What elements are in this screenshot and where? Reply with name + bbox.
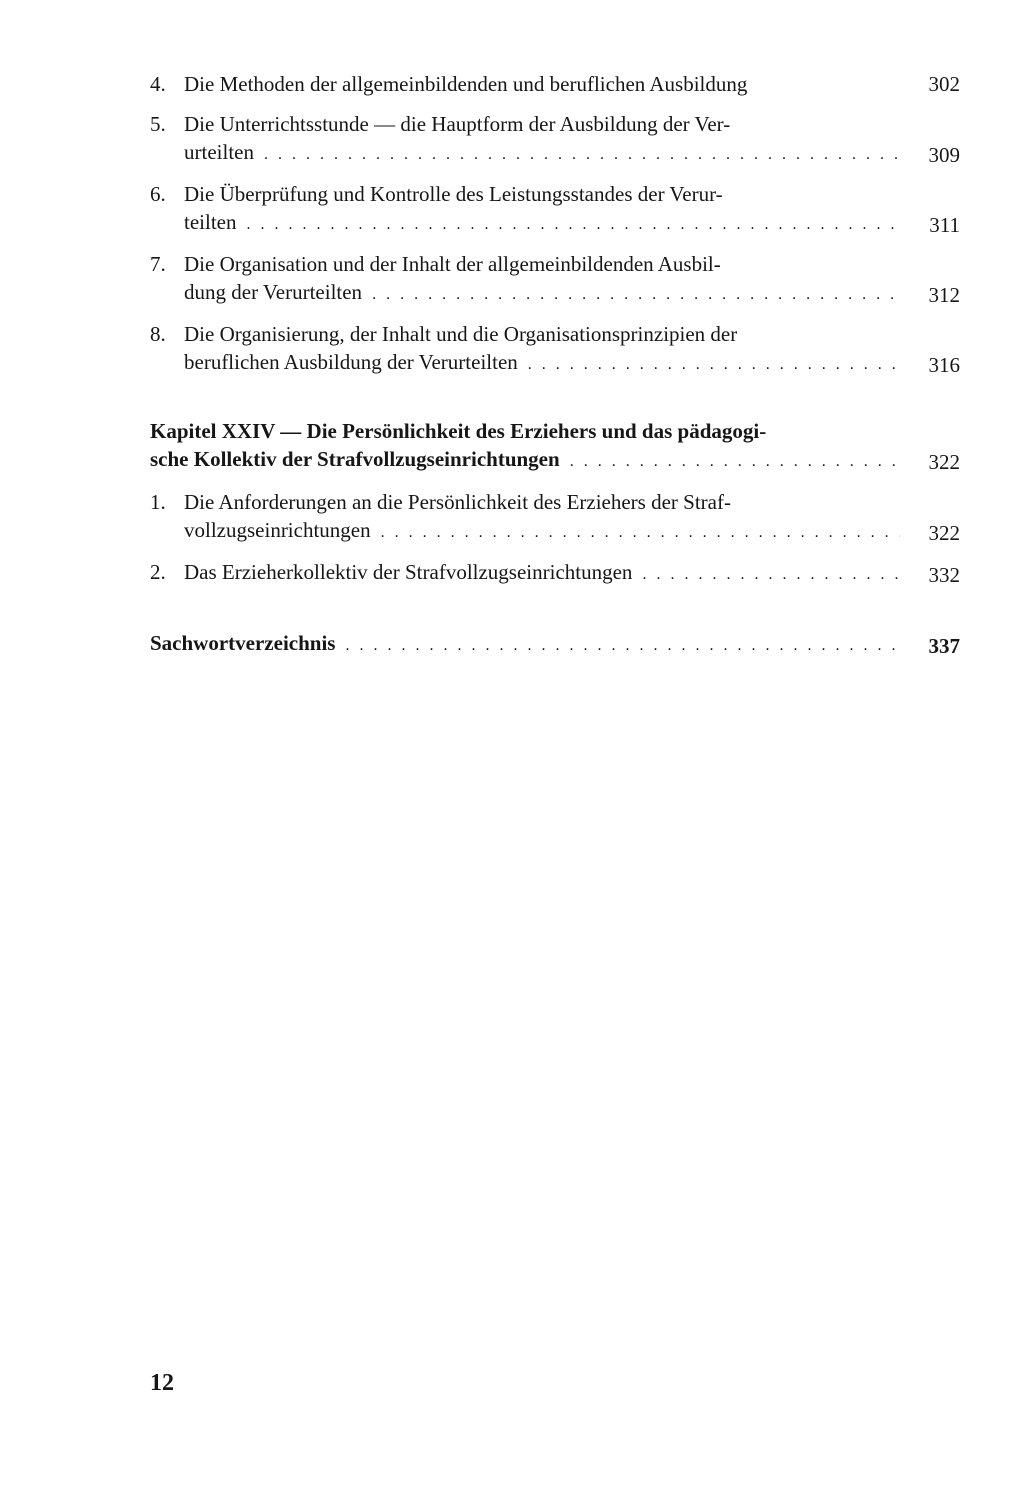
toc-entry-page: 302 [928,72,960,96]
chapter-line-text: sche Kollektiv der Strafvollzugseinrichtungen [150,447,560,471]
toc-entry-line-last [184,278,904,309]
toc-entry-line-last [184,558,904,589]
toc-entry-title [150,110,904,169]
dot-leader [372,281,900,309]
toc-entry-line-text: Das Erzieherkollektiv der Strafvollzugseinrichtungen [184,560,633,584]
chapter-line-last [150,445,904,476]
toc-entry[interactable] [150,558,960,589]
chapter-line: Kapitel XXIV — Die Persönlichkeit des Erziehers und das pädagogi- [150,419,767,443]
toc-entry-line-text: urteilten [184,140,254,164]
dot-leader [642,561,900,589]
toc-entry[interactable] [150,110,960,169]
toc-entry-line-last [184,348,904,379]
toc-entry[interactable] [150,70,960,98]
toc-entry-line: Die Methoden der allgemeinbildenden und beruflichen Ausbildung [184,72,748,96]
toc-entry-page: 312 [928,283,960,307]
toc-chapter-heading[interactable] [150,417,960,476]
toc-entry-title [150,320,904,379]
toc-entry-number: 2. [150,560,166,584]
toc-entry[interactable] [150,250,960,309]
toc-index-entry[interactable] [150,629,960,660]
dot-leader [246,211,900,239]
toc-entry-line: Die Organisierung, der Inhalt und die Organisationsprinzipien der [184,322,738,346]
dot-leader [345,632,900,660]
toc-entry-page: 309 [928,143,960,167]
toc-entry-page: 316 [928,353,960,377]
toc-entry-title [150,558,904,589]
toc-entry-line-text: teilten [184,210,237,234]
toc-entry-number: 1. [150,490,166,514]
index-page: 337 [928,634,960,658]
toc-entry-number: 6. [150,182,166,206]
toc-entry-line-last [184,208,904,239]
toc-entry-page: 322 [928,521,960,545]
index-label: Sachwortverzeichnis [150,631,336,655]
toc-entry-line: Die Unterrichtsstunde — die Hauptform der Ausbildung der Ver- [184,112,731,136]
toc-entry-line-last [184,516,904,547]
chapter-page: 322 [928,450,960,474]
toc-entry-line-text: beruflichen Ausbildung der Verurteilten [184,350,518,374]
toc-entry-number: 4. [150,72,166,96]
toc-entry[interactable] [150,488,960,547]
toc-entry-line: Die Überprüfung und Kontrolle des Leistungsstandes der Verur- [184,182,723,206]
toc-entry[interactable] [150,320,960,379]
table-of-contents [150,70,960,660]
toc-entry-page: 332 [928,563,960,587]
toc-entry-line: Die Organisation und der Inhalt der allgemeinbildenden Ausbil- [184,252,721,276]
toc-entry-title [150,70,904,98]
page-number: 12 [150,1370,174,1396]
dot-leader [570,448,900,476]
toc-entry-number: 7. [150,252,166,276]
toc-entry[interactable] [150,180,960,239]
toc-entry-number: 8. [150,322,166,346]
index-line [150,629,904,660]
dot-leader [381,519,900,547]
toc-entry-line-text: vollzugseinrichtungen [184,518,371,542]
toc-entry-number: 5. [150,112,166,136]
dot-leader [264,141,900,169]
toc-entry-title [150,250,904,309]
toc-entry-title [150,180,904,239]
dot-leader [528,351,900,379]
toc-entry-line-text: dung der Verurteilten [184,280,363,304]
toc-entry-line: Die Anforderungen an die Persönlichkeit des Erziehers der Straf- [184,490,731,514]
toc-entry-page: 311 [929,213,960,237]
toc-entry-line-last [184,138,904,169]
toc-entry-title [150,488,904,547]
